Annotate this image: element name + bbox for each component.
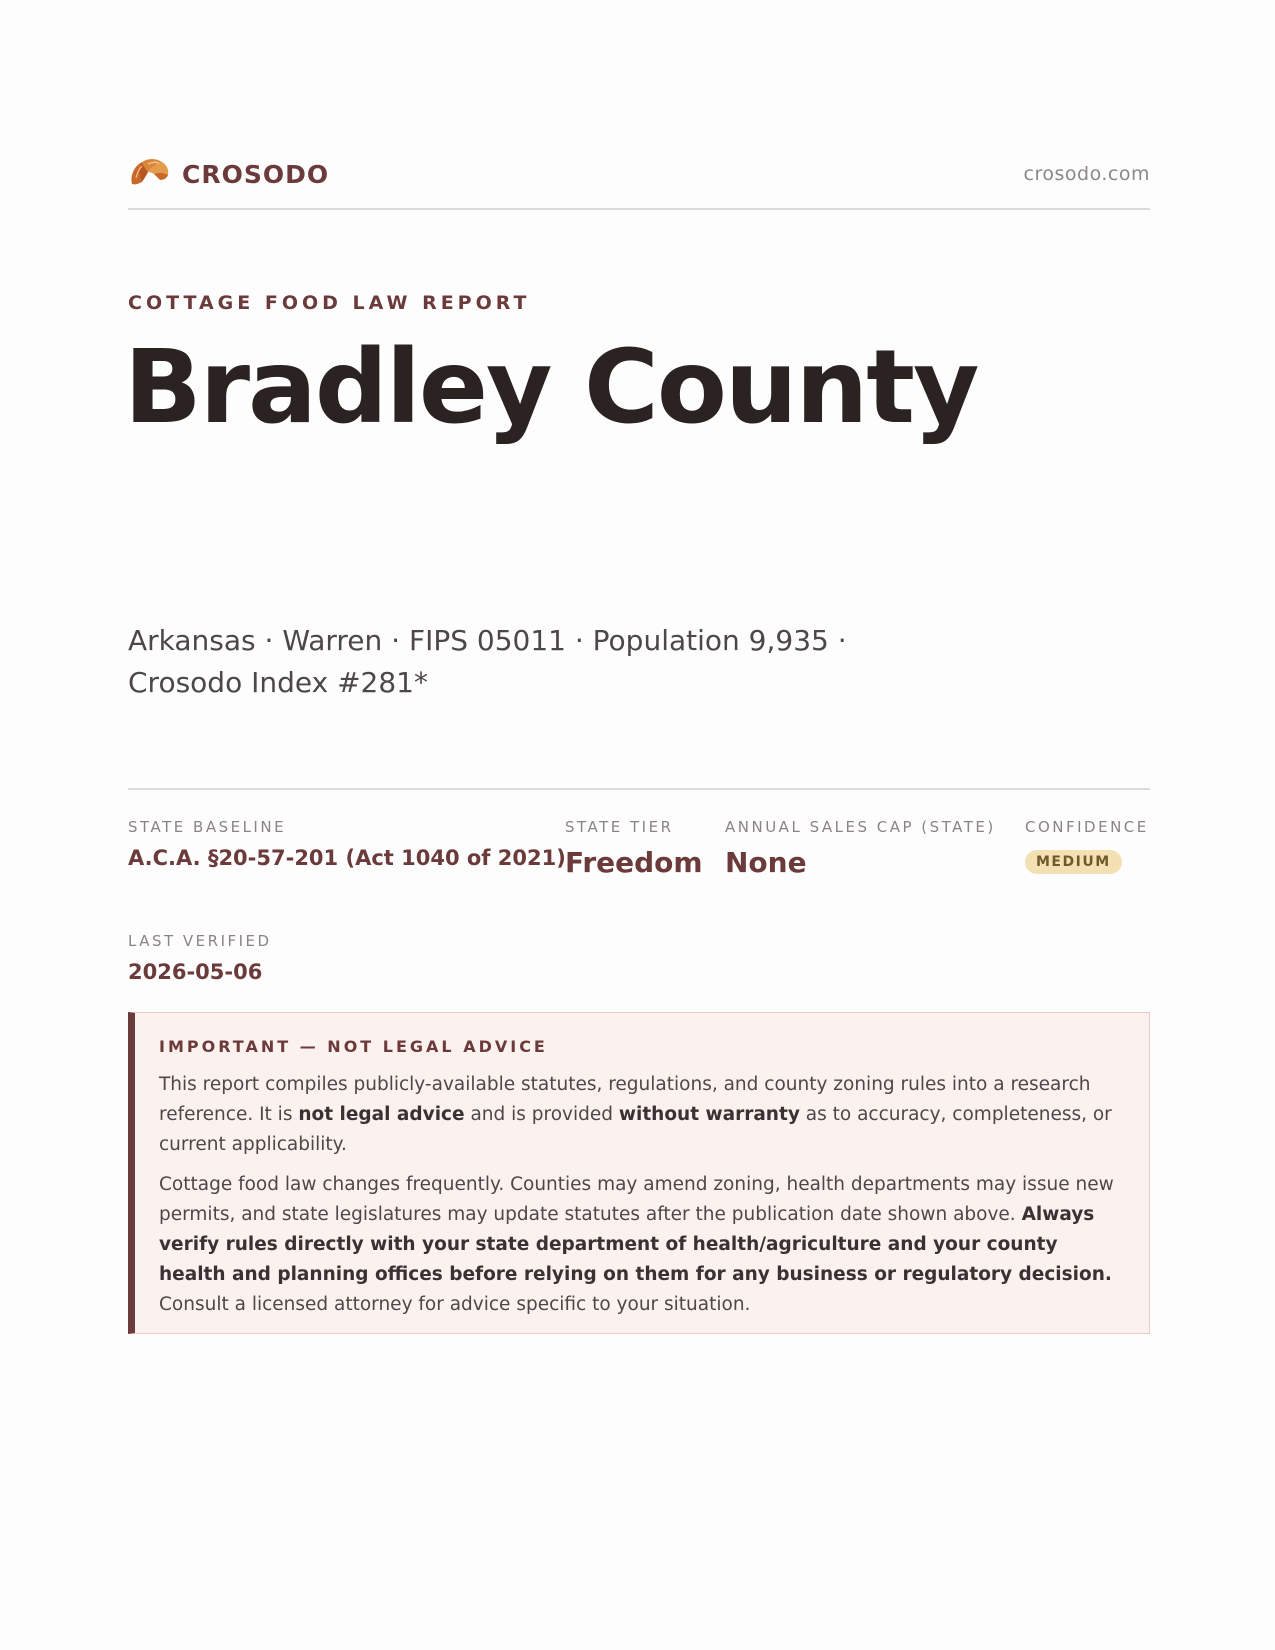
notice-paragraph — [159, 1070, 1125, 1160]
page-title: Bradley County — [124, 328, 978, 447]
fact-value: Freedom — [565, 846, 703, 879]
brand[interactable] — [128, 154, 329, 194]
section-divider — [128, 788, 1150, 790]
site-link[interactable]: crosodo.com — [1023, 163, 1150, 185]
notice-text: Cottage food law changes frequently. Counties may amend zoning, health departments may issue new permits, and state legislatures may update statutes after the publication date shown above. — [159, 1174, 1114, 1225]
report-subtitle: Arkansas · Warren · FIPS 05011 · Population 9,935 · Crosodo Index #281* — [128, 624, 847, 699]
brand-name: CROSODO — [182, 159, 330, 189]
fact-label: STATE TIER — [565, 818, 674, 836]
notice-title: IMPORTANT — NOT LEGAL ADVICE — [159, 1037, 548, 1056]
fact-label: LAST VERIFIED — [128, 932, 272, 950]
fact-confidence — [1025, 818, 1149, 874]
notice-emphasis: Always verify rules directly with your state department of health/agriculture and your county health and planning offices before relying on them for any business or regulatory decision. — [159, 1204, 1112, 1285]
notice-emphasis: not legal advice — [298, 1104, 465, 1125]
fact-state-baseline — [128, 818, 566, 870]
status-badge: MEDIUM — [1025, 850, 1122, 874]
fact-value: A.C.A. §20-57-201 (Act 1040 of 2021) — [128, 846, 566, 870]
fact-value: None — [725, 846, 807, 879]
fact-sales-cap — [725, 818, 996, 879]
legal-notice — [128, 1012, 1150, 1334]
fact-label: ANNUAL SALES CAP (STATE) — [725, 818, 996, 836]
notice-emphasis: without warranty — [618, 1104, 800, 1125]
fact-label: CONFIDENCE — [1025, 818, 1149, 836]
notice-text: as to accuracy, completeness, or current applicability. — [159, 1104, 1112, 1155]
croissant-icon — [128, 154, 170, 194]
notice-text: This report compiles publicly-available statutes, regulations, and county zoning rules into a research reference. It is — [159, 1074, 1091, 1125]
fact-value: 2026-05-06 — [128, 960, 263, 984]
report-header — [128, 152, 1150, 210]
report-eyebrow: COTTAGE FOOD LAW REPORT — [128, 292, 531, 314]
fact-last-verified — [128, 932, 272, 984]
notice-text: and is provided — [464, 1104, 619, 1125]
fact-label: STATE BASELINE — [128, 818, 287, 836]
notice-paragraph — [159, 1170, 1125, 1320]
notice-text: Consult a licensed attorney for advice specific to your situation. — [159, 1294, 751, 1315]
fact-state-tier — [565, 818, 703, 879]
